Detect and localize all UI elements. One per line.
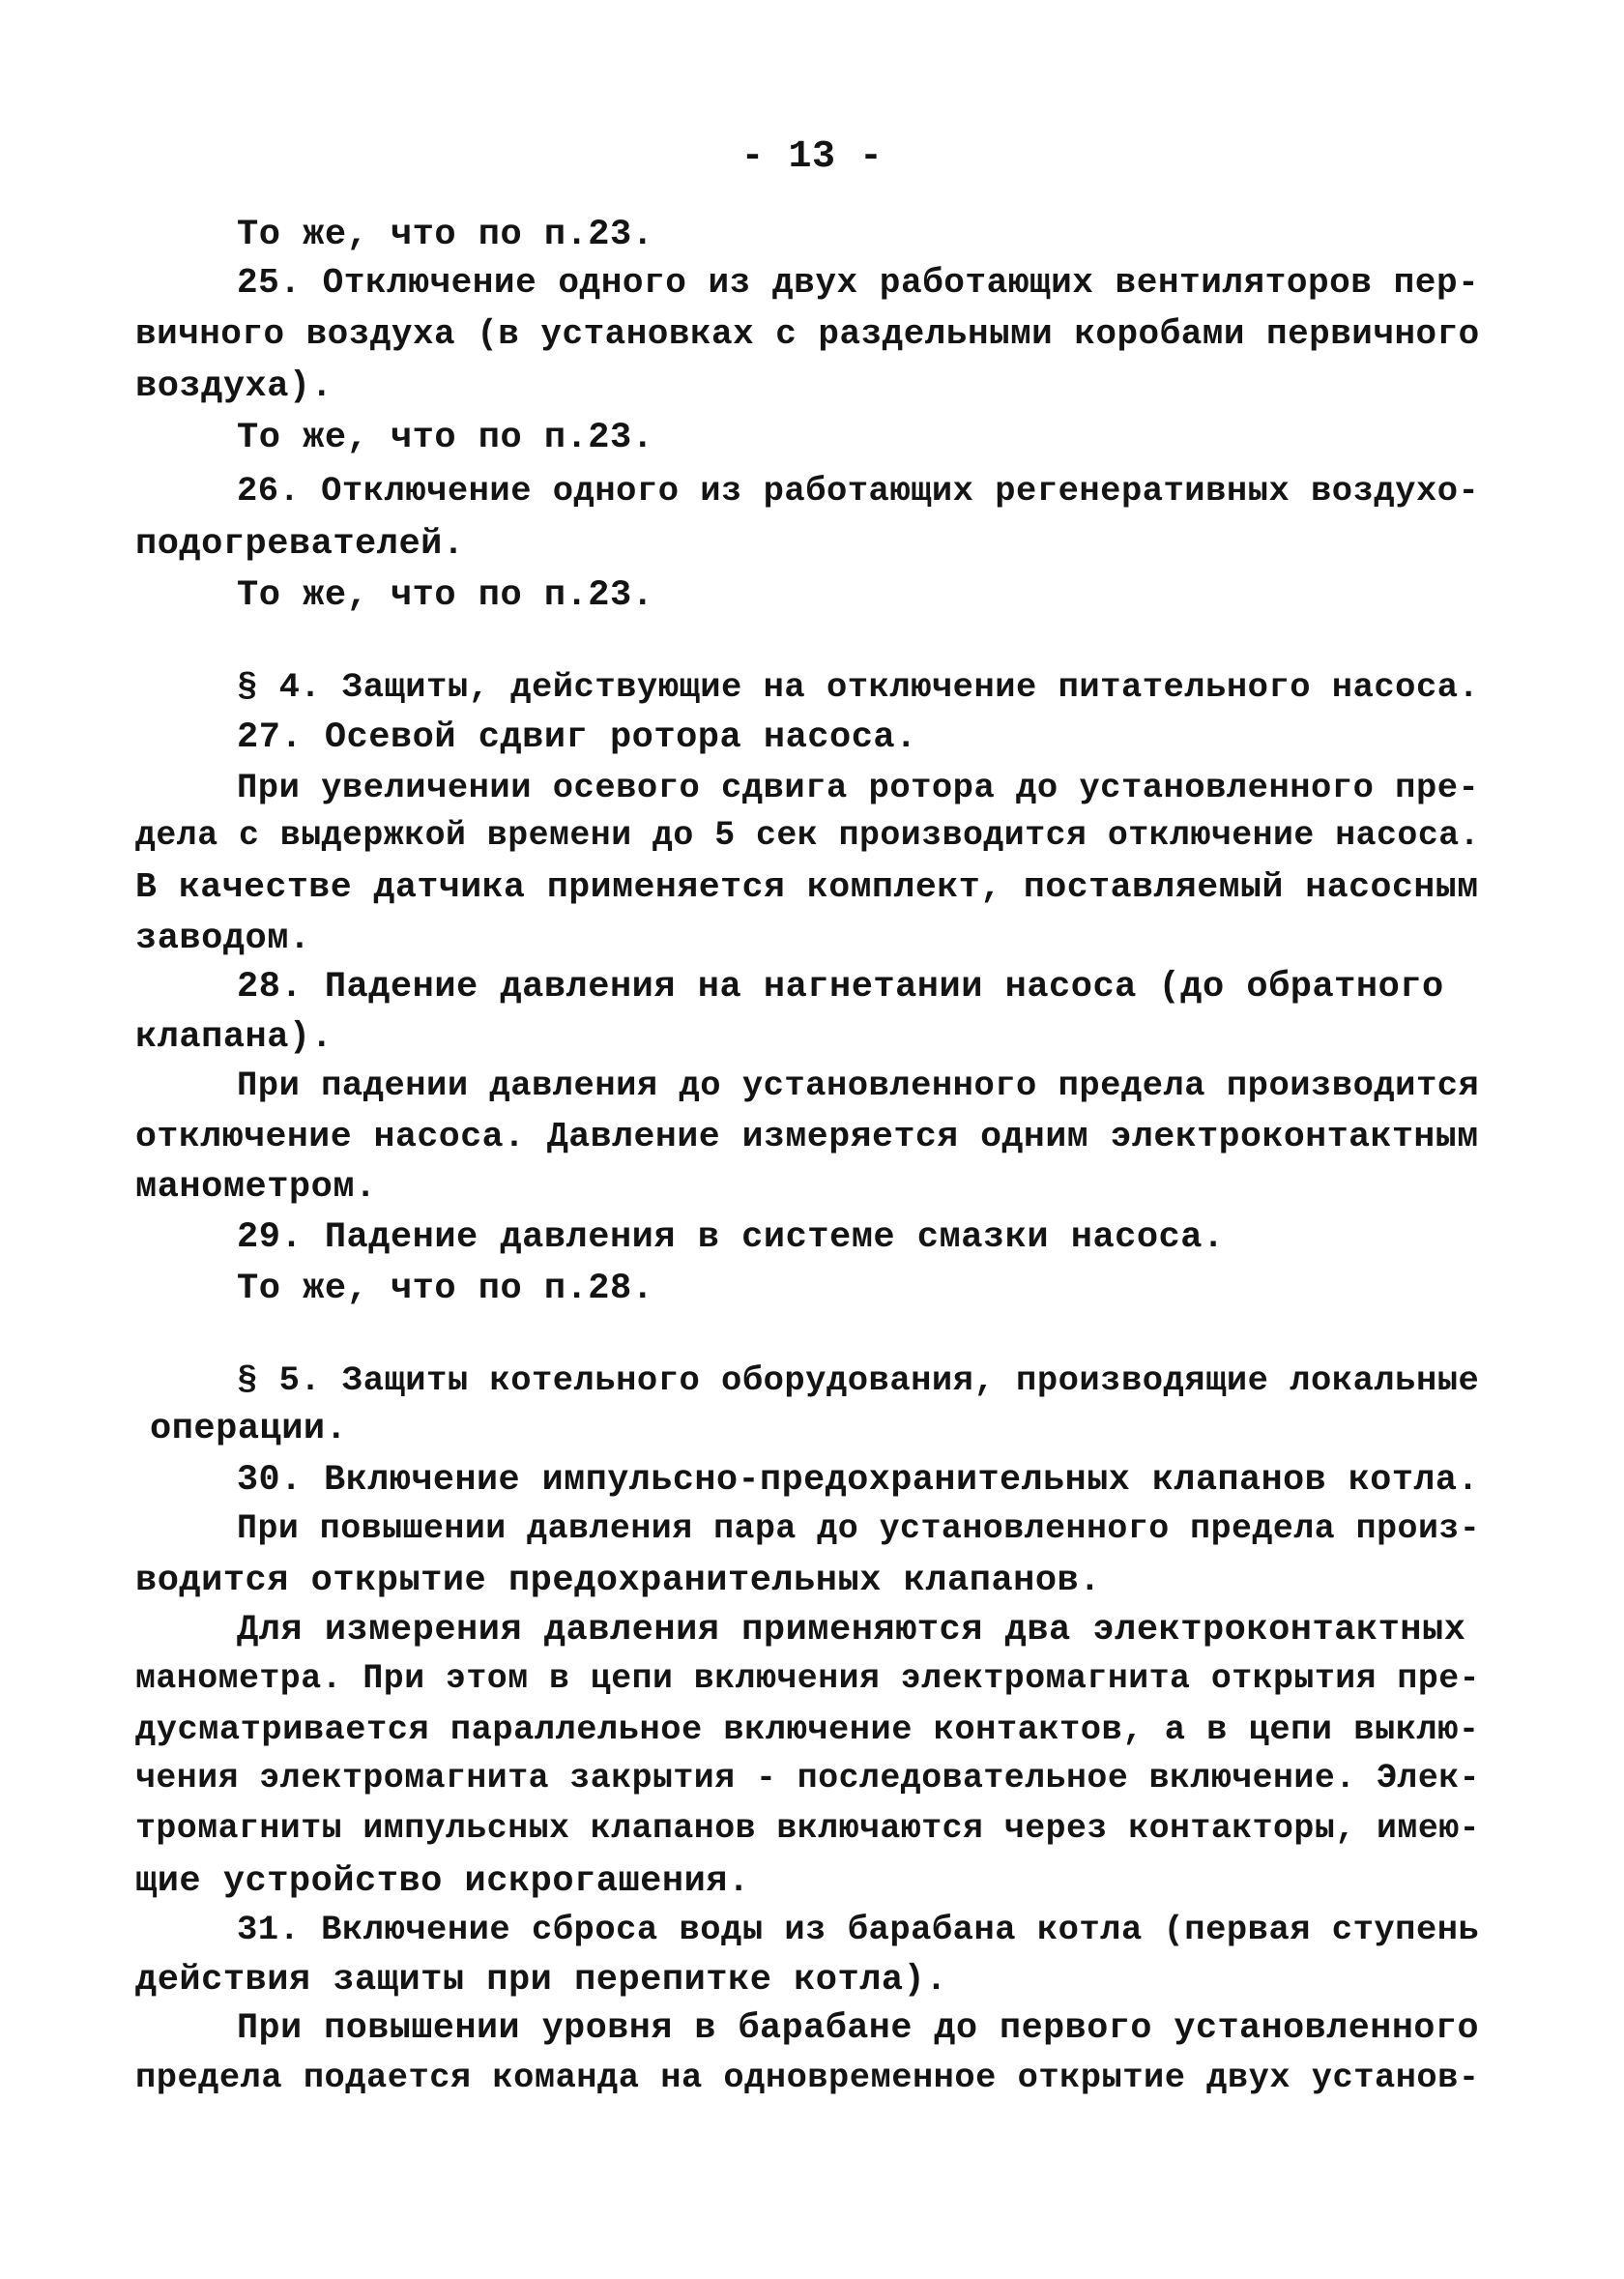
text-line: 28. Падение давления на нагнетании насоса (до обратного (237, 967, 1444, 1008)
text-line: чения электромагнита закрытия - последовательное включение. Элек- (135, 1760, 1481, 1797)
text-line: манометра. При этом в цепи включения электромагнита открытия пре- (135, 1660, 1481, 1698)
text-line: 29. Падение давления в системе смазки насоса. (237, 1217, 1225, 1258)
text-line: действия защиты при перепитке котла). (135, 1960, 948, 2001)
text-line: манометром. (135, 1167, 377, 1208)
text-line: отключение насоса. Давление измеряется одним электроконтактным (135, 1117, 1479, 1156)
text-line: При повышении уровня в барабане до первого установленного (237, 2008, 1480, 2049)
text-line: В качестве датчика применяется комплект, поставляемый насосным (135, 867, 1479, 907)
text-line: При падении давления до установленного предела производится (237, 1066, 1480, 1105)
text-line: При увеличении осевого сдвига ротора до установленного пре- (237, 768, 1480, 807)
text-line: клапана). (135, 1017, 334, 1058)
text-line: То же, что по п.23. (237, 215, 654, 255)
text-line: Для измерения давления применяются два электроконтактных (237, 1610, 1466, 1651)
text-line: То же, что по п.28. (237, 1269, 654, 1309)
text-line: водится открытие предохранительных клапанов. (135, 1561, 1101, 1601)
text-line: тромагниты импульсных клапанов включаются через контакторы, имею- (135, 1810, 1481, 1848)
text-line: 30. Включение импульсно-предохранительных клапанов котла. (237, 1460, 1480, 1501)
text-line: То же, что по п.23. (237, 575, 654, 616)
text-line: дусматривается параллельное включение контактов, а в цепи выклю- (135, 1710, 1480, 1749)
page-number: - 13 - (740, 135, 884, 179)
text-line: 31. Включение сброса воды из барабана котла (первая ступень (237, 1910, 1480, 1949)
text-line: То же, что по п.23. (237, 418, 654, 458)
text-line: предела подается команда на одновременное открытие двух установ- (135, 2059, 1480, 2097)
text-line: вичного воздуха (в установках с раздельными коробами первичного (135, 314, 1480, 354)
text-line: 25. Отключение одного из двух работающих вентиляторов пер- (237, 263, 1480, 303)
text-line: щие устройство искрогашения. (135, 1861, 750, 1902)
text-line: воздуха). (135, 366, 334, 407)
text-line: заводом. (135, 919, 311, 959)
text-line: 26. Отключение одного из работающих регенеративных воздухо- (237, 471, 1480, 511)
text-line: операции. (150, 1409, 348, 1449)
section-heading: § 5. Защиты котельного оборудования, производящие локальные (237, 1360, 1480, 1400)
section-heading: § 4. Защиты, действующие на отключение питательного насоса. (237, 667, 1480, 707)
text-line: При повышении давления пара до установленного предела произ- (237, 1510, 1481, 1548)
text-line: подогревателей. (135, 524, 465, 565)
text-line: дела с выдержкой времени до 5 сек производится отключение насоса. (135, 817, 1481, 855)
text-line: 27. Осевой сдвиг ротора насоса. (237, 717, 917, 758)
